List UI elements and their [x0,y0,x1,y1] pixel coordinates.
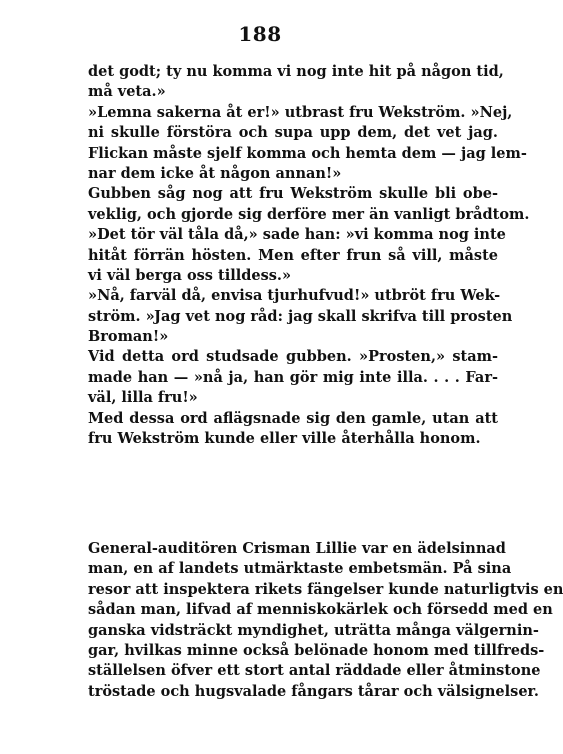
text-line: General-auditören Crisman Lillie var en ädelsinnad [88,540,506,557]
text-line: Gubben såg nog att fru Wekström skulle bli obe- [88,185,498,203]
text-line: ni skulle förstöra och supa upp dem, det vet jag. [88,124,498,142]
passage-2 [88,539,563,702]
text-line: ställelsen öfver ett stort antal räddade eller åtminstone [88,662,541,680]
text-line: made han — »nå ja, han gör mig inte illa. . . . Far- [88,368,498,386]
text-line: »Nå, farväl då, envisa tjurhufvud!» utbröt fru Wek- [88,287,501,305]
text-line: ström. »Jag vet nog råd: jag skall skrifva till prosten [88,307,513,325]
text-line: må veta.» [88,83,166,101]
text-line: tröstade och hugsvalade fångars tårar och välsignelser. [88,682,539,700]
text-line: Med dessa ord aflägsnade sig den gamle, utan att [88,409,498,427]
text-line: hitåt förrän hösten. Men efter frun så vill, måste [88,246,498,264]
passage-1 [88,62,530,449]
text-line: Broman!» [88,328,169,346]
text-line: »Det tör väl tåla då,» sade han: »vi komma nog inte [88,226,506,244]
text-line: gar, hvilkas minne också belönade honom med tillfreds- [88,641,545,659]
text-line: fru Wekström kunde eller ville återhålla honom. [88,430,481,448]
text-line: resor att inspektera rikets fängelser kunde naturligtvis en [88,580,563,598]
text-line: sådan man, lifvad af menniskokärlek och försedd med en [88,601,553,619]
text-line: man, en af landets utmärktaste embetsmän. På sina [88,560,512,578]
text-line: nar dem icke åt någon annan!» [88,164,342,182]
text-line: Flickan måste sjelf komma och hemta dem — jag lem- [88,144,527,162]
text-line: det godt; ty nu komma vi nog inte hit på någon tid, [88,63,504,80]
text-line: »Lemna sakerna åt er!» utbrast fru Wekström. »Nej, [88,103,513,121]
text-line: vi väl berga oss tilldess.» [88,266,292,284]
page-number: 188 [238,22,282,46]
text-line: ganska vidsträckt myndighet, uträtta många välgernin- [88,621,539,639]
text-line: Vid detta ord studsade gubben. »Prosten,» stam- [88,348,498,366]
text-line: väl, lilla fru!» [88,389,198,407]
text-line: veklig, och gjorde sig derföre mer än vanligt brådtom. [88,205,530,223]
